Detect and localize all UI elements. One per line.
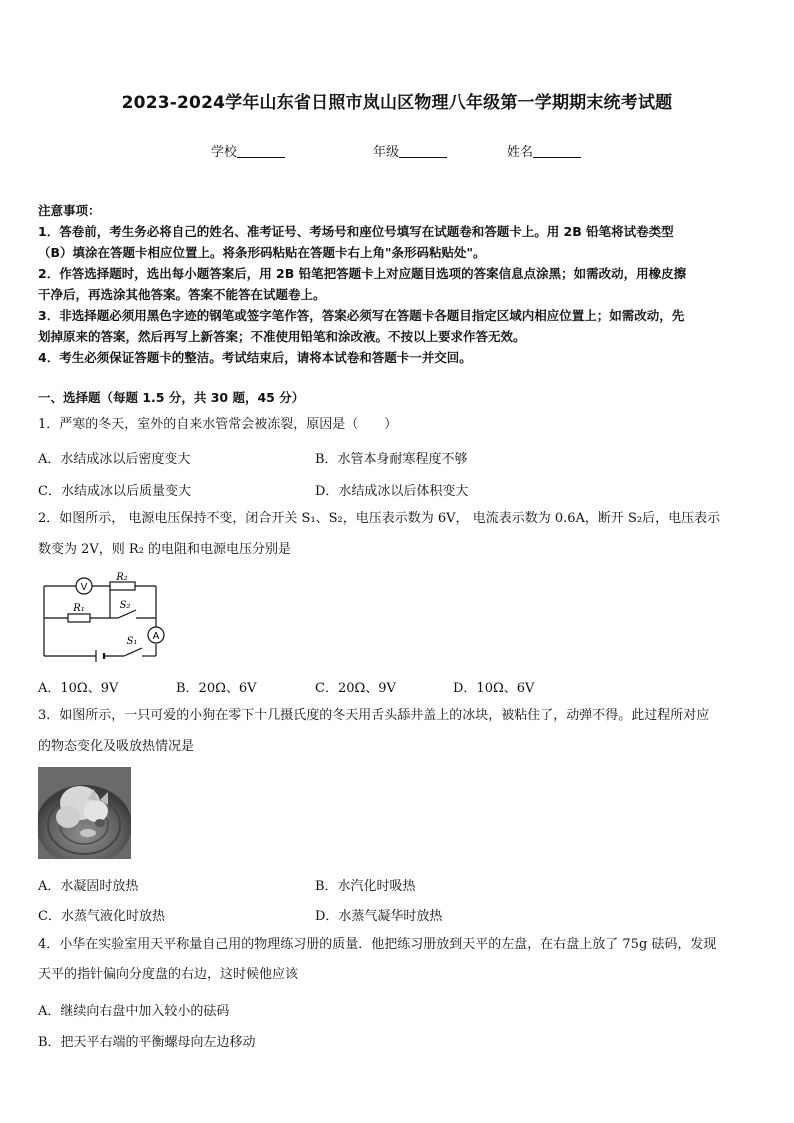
s1-label: S₁ [126, 636, 138, 647]
q2-option-c: C．20Ω、9V [315, 681, 396, 696]
notice-heading: 注意事项： [38, 203, 101, 218]
notice-line: 2．作答选择题时，选出每小题答案后，用 2B 铅笔把答题卡上对应题目选项的答案信息点涂黑；如需改动，用橡皮擦 [38, 266, 687, 281]
q3-option-a: A．水凝固时放热 [38, 879, 139, 894]
grade-field [373, 141, 447, 160]
q2-option-a: A．10Ω、9V [38, 681, 119, 696]
notice-line: 划掉原来的答案，然后再写上新答案；不准使用铅笔和涂改液。不按以上要求作答无效。 [38, 329, 526, 344]
question-2-stem: 2．如图所示， 电源电压保持不变，闭合开关 S₁、S₂，电压表示数为 6V， 电流表示数为 0.6A，断开 S₂后，电压表示 [38, 511, 721, 526]
q4-option-b: B．把天平右端的平衡螺母向左边移动 [38, 1035, 256, 1050]
question-3-stem-cont: 的物态变化及吸放热情况是 [38, 739, 195, 754]
r2-label: R₂ [116, 572, 128, 583]
dog-photo [38, 767, 131, 859]
question-4-stem: 4．小华在实验室用天平称量自己用的物理练习册的质量．他把练习册放到天平的左盘，在右盘上放了 75g 砝码，发现 [38, 937, 717, 952]
section-heading: 一、选择题（每题 1.5 分，共 30 题，45 分） [38, 390, 305, 405]
name-field [507, 141, 581, 160]
q3-option-b: B．水汽化时吸热 [315, 879, 416, 894]
notice-line: 1．答卷前，考生务必将自己的姓名、准考证号、考场号和座位号填写在试题卷和答题卡上。用 2B 铅笔将试卷类型 [38, 224, 674, 239]
q1-option-d: D．水结成冰以后体积变大 [315, 484, 469, 499]
q2-option-d: D．10Ω、6V [453, 681, 535, 696]
voltmeter-label: V [80, 582, 88, 593]
q1-option-a: A．水结成冰以后密度变大 [38, 452, 191, 467]
page-title: 2023-2024学年山东省日照市岚山区物理八年级第一学期期末统考试题 [121, 93, 673, 113]
question-1-stem: 1．严寒的冬天，室外的自来水管常会被冻裂，原因是（ ） [38, 417, 398, 432]
notice-line: （B）填涂在答题卡相应位置上。将条形码粘贴在答题卡右上角"条形码粘贴处"。 [38, 245, 486, 260]
name-blank [533, 145, 581, 158]
school-blank [237, 145, 285, 158]
q3-option-c: C．水蒸气液化时放热 [38, 909, 165, 924]
notice-line: 3．非选择题必须用黑色字迹的钢笔或签字笔作答，答案必须写在答题卡各题目指定区域内相应位置上；如需改动，先 [38, 308, 685, 323]
name-label: 姓名 [507, 145, 534, 160]
circuit-diagram [38, 570, 168, 662]
school-field [211, 141, 285, 160]
notice-line: 4．考生必须保证答题卡的整洁。考试结束后，请将本试卷和答题卡一并交回。 [38, 350, 472, 365]
question-2-stem-cont: 数变为 2V，则 R₂ 的电阻和电源电压分别是 [38, 542, 292, 557]
s2-label: S₂ [119, 600, 131, 611]
question-3-stem: 3．如图所示，一只可爱的小狗在零下十几摄氏度的冬天用舌头舔井盖上的冰块，被粘住了，动弹不得。此过程所对应 [38, 708, 710, 723]
school-label: 学校 [211, 145, 238, 160]
grade-blank [399, 145, 447, 158]
notice-line: 干净后，再选涂其他答案。答案不能答在试题卷上。 [38, 287, 326, 302]
grade-label: 年级 [373, 145, 400, 160]
resistor-r1 [68, 614, 90, 622]
question-4-stem-cont: 天平的指针偏向分度盘的右边，这时候他应该 [38, 967, 299, 982]
r1-label: R₁ [73, 603, 85, 614]
ammeter-label: A [152, 631, 160, 642]
q3-option-d: D．水蒸气凝华时放热 [315, 909, 443, 924]
q1-option-c: C．水结成冰以后质量变大 [38, 484, 191, 499]
q4-option-a: A．继续向右盘中加入较小的砝码 [38, 1004, 230, 1019]
q1-option-b: B．水管本身耐寒程度不够 [315, 452, 468, 467]
q2-option-b: B．20Ω、6V [176, 681, 257, 696]
resistor-r2 [110, 582, 135, 590]
